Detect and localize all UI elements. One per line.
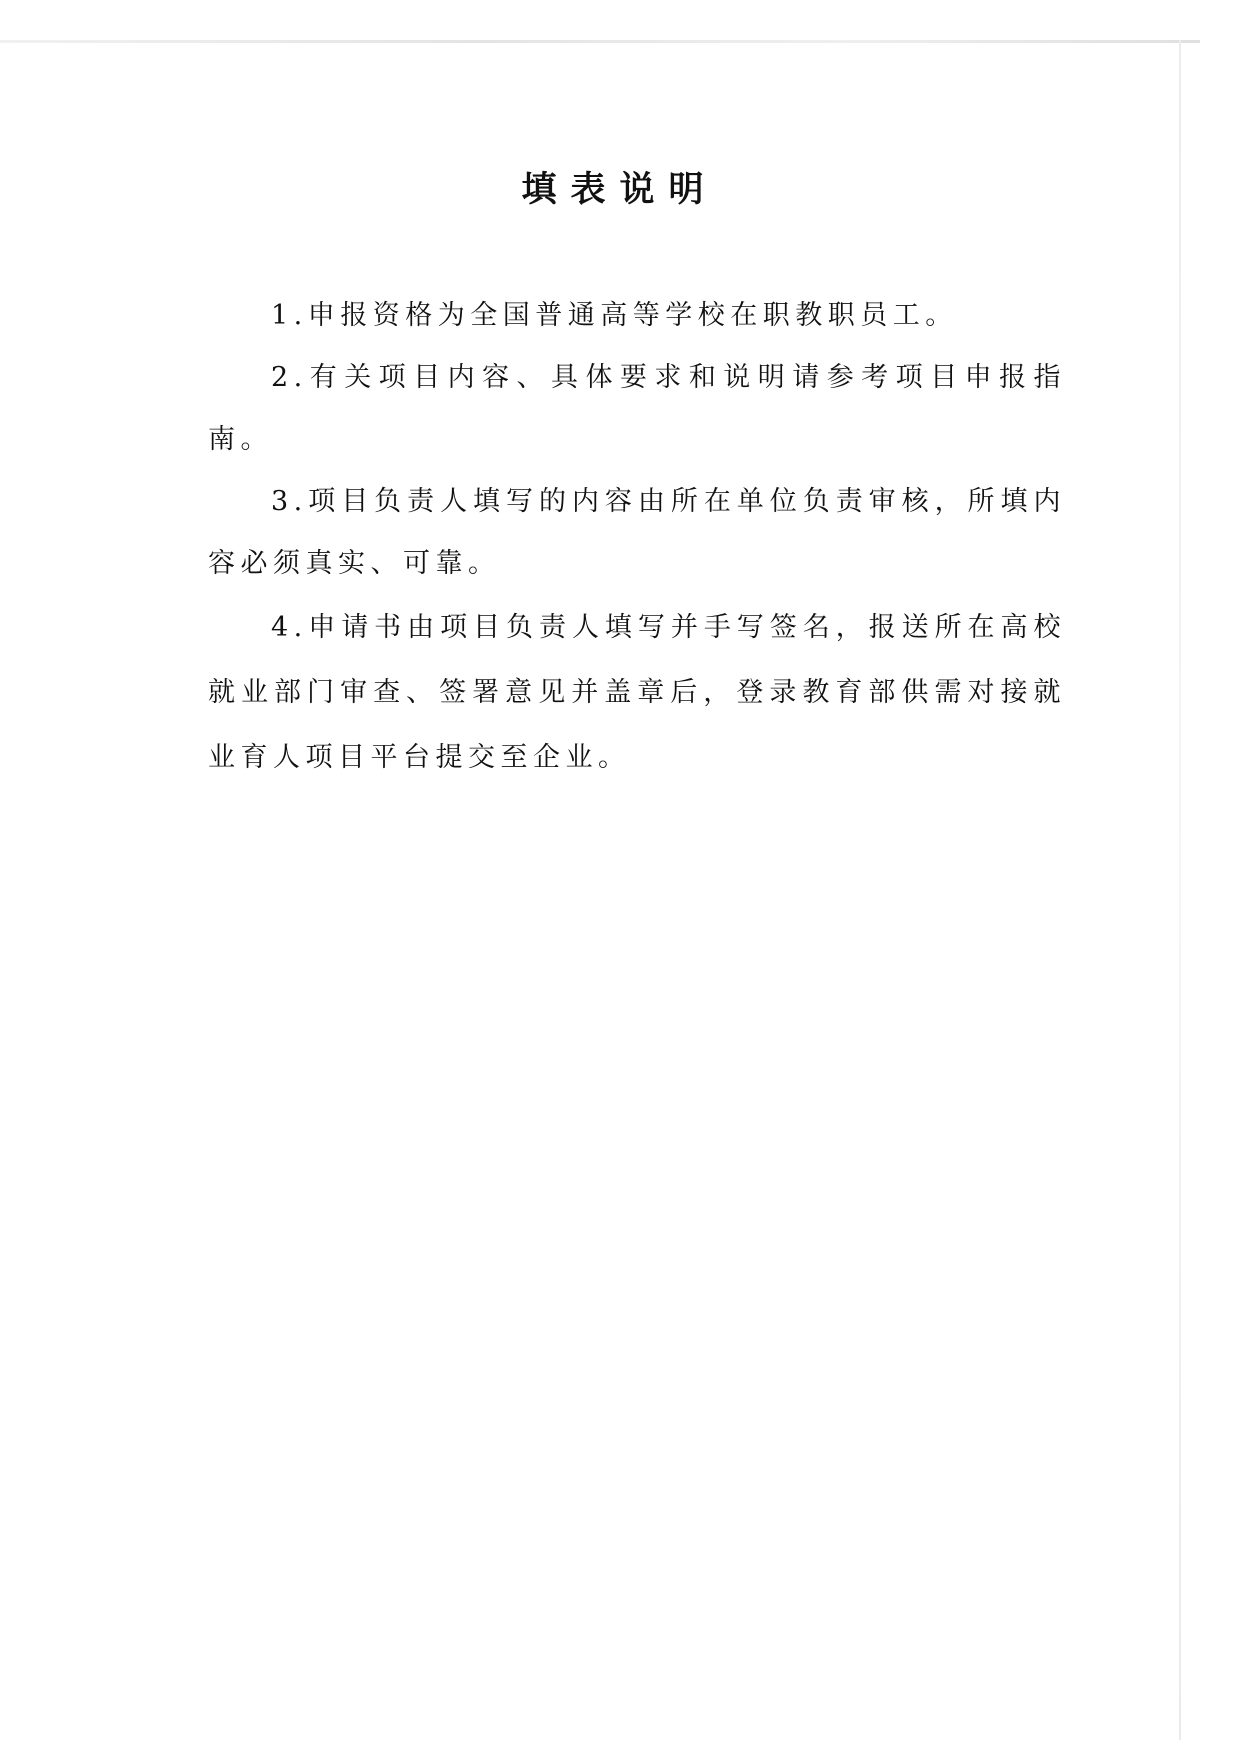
instruction-item-4: 4.申请书由项目负责人填写并手写签名，报送所在高校就业部门审查、签署意见并盖章后，登录教育部供需对接就业育人项目平台提交至企业。 <box>208 612 1066 773</box>
instruction-item-2: 2.有关项目内容、具体要求和说明请参考项目申报指南。 <box>208 362 1066 455</box>
instruction-item-3: 3.项目负责人填写的内容由所在单位负责审核，所填内容必须真实、可靠。 <box>208 486 1066 579</box>
page-title: 填表说明 <box>521 170 718 210</box>
scan-page-edge-right <box>1179 40 1181 1740</box>
instruction-list <box>208 285 1066 790</box>
instruction-item-1: 1.申报资格为全国普通高等学校在职教职员工。 <box>271 300 958 331</box>
scan-page-edge <box>0 40 1200 43</box>
